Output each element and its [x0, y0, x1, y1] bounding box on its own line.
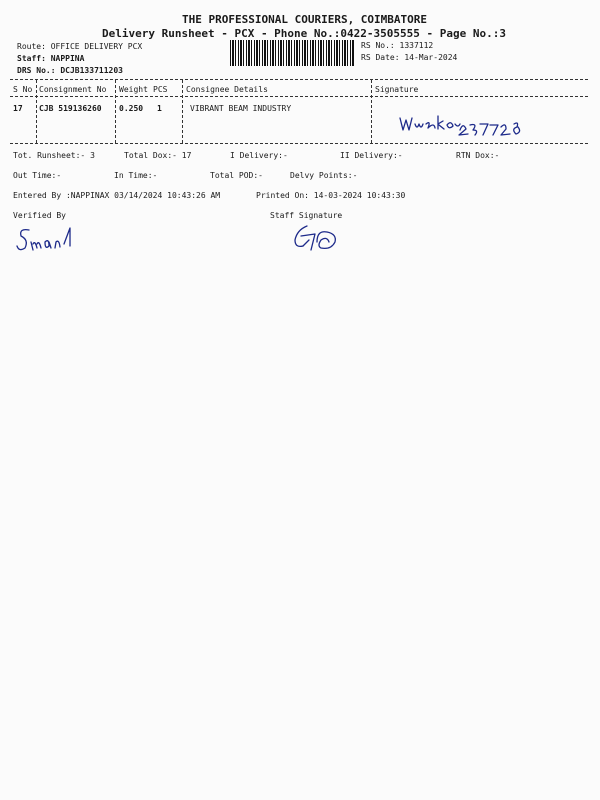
col-sno: S No	[13, 85, 33, 94]
rs-date: RS Date: 14-Mar-2024	[361, 53, 458, 62]
drs-number: DRS No.: DCJB133711203	[17, 66, 123, 75]
printed-on: Printed On: 14-03-2024 10:43:30	[256, 191, 406, 200]
total-pod: Total POD:-	[210, 171, 263, 180]
row-sno: 17	[13, 104, 23, 113]
table-top-rule	[10, 79, 588, 80]
route-label: Route: OFFICE DELIVERY PCX	[17, 42, 143, 51]
rs-number: RS No.: 1337112	[361, 41, 434, 50]
entered-by: Entered By :NAPPINAX 03/14/2024 10:43:26 AM	[13, 191, 221, 200]
col-weight: Weight	[119, 85, 148, 94]
receiver-signature	[398, 110, 528, 138]
staff-label: Staff: NAPPINA	[17, 54, 85, 63]
tot-runsheet: Tot. Runsheet:- 3	[13, 151, 95, 160]
barcode-icon	[230, 40, 355, 66]
verifier-signature	[15, 222, 85, 256]
out-time: Out Time:-	[13, 171, 62, 180]
table-bottom-rule	[10, 143, 588, 144]
col-consignment-no: Consignment No	[39, 85, 107, 94]
i-delivery: I Delivery:-	[230, 151, 288, 160]
row-consignment-no: CJB 519136260	[39, 104, 102, 113]
ii-delivery: II Delivery:-	[340, 151, 403, 160]
delvy-points: Delvy Points:-	[290, 171, 358, 180]
total-dox: Total Dox:- 17	[124, 151, 192, 160]
company-title: THE PROFESSIONAL COURIERS, COIMBATORE	[182, 13, 428, 26]
runsheet-title: Delivery Runsheet - PCX - Phone No.:0422-3505555 - Page No.:3	[102, 27, 506, 40]
row-consignee: VIBRANT BEAM INDUSTRY	[190, 104, 292, 113]
rtn-dox: RTN Dox:-	[456, 151, 500, 160]
col-pcs: PCS	[153, 85, 168, 94]
table-header-rule	[10, 96, 588, 97]
staff-signature-label: Staff Signature	[270, 211, 343, 220]
verified-by-label: Verified By	[13, 211, 66, 220]
in-time: In Time:-	[114, 171, 158, 180]
staff-signature	[291, 220, 343, 254]
col-signature: Signature	[375, 85, 419, 94]
row-pcs: 1	[157, 104, 162, 113]
col-consignee: Consignee Details	[186, 85, 268, 94]
row-weight: 0.250	[119, 104, 144, 113]
